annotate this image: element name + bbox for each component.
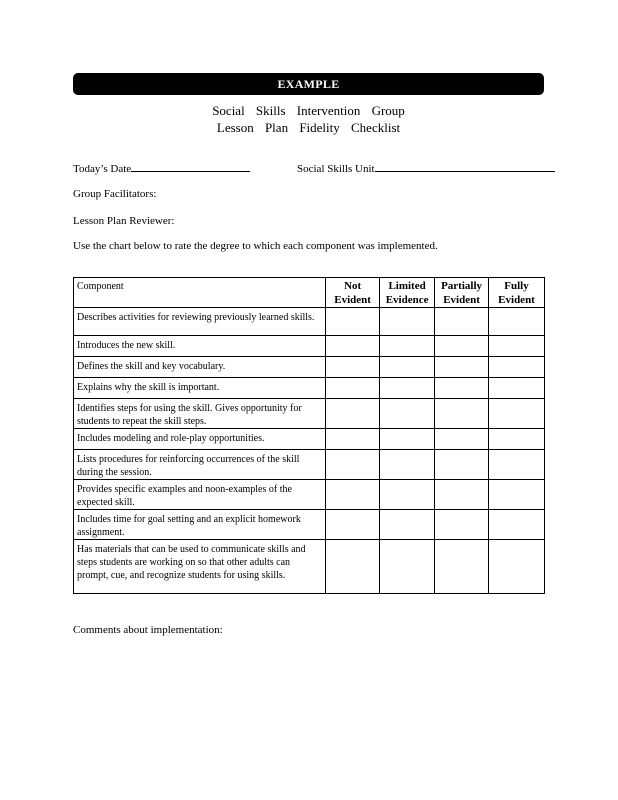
rating-cell-not-evident[interactable] [326,357,380,378]
rating-cell-limited-evidence[interactable] [380,450,435,480]
fidelity-checklist-table [73,277,545,594]
unit-label: Social Skills Unit [297,163,375,175]
rating-cell-fully-evident[interactable] [489,540,545,594]
header-partially-evident: Partially Evident [435,278,489,308]
component-cell: Identifies steps for using the skill. Gives opportunity for students to repeat the skill steps. [74,399,326,429]
rating-cell-fully-evident[interactable] [489,480,545,510]
rating-cell-not-evident[interactable] [326,336,380,357]
rating-cell-fully-evident[interactable] [489,510,545,540]
rating-cell-partially-evident[interactable] [435,540,489,594]
component-cell: Provides specific examples and noon-examples of the expected skill. [74,480,326,510]
table-header-row [74,278,545,308]
rating-cell-limited-evidence[interactable] [380,480,435,510]
rating-cell-fully-evident[interactable] [489,399,545,429]
table-row [74,450,545,480]
rating-cell-partially-evident[interactable] [435,357,489,378]
page-title-line2: Lesson Plan Fidelity Checklist [216,120,401,135]
rating-cell-fully-evident[interactable] [489,336,545,357]
facilitators-label: Group Facilitators: [73,188,157,200]
rating-cell-not-evident[interactable] [326,540,380,594]
rating-cell-partially-evident[interactable] [435,399,489,429]
rating-cell-partially-evident[interactable] [435,510,489,540]
comments-label: Comments about implementation: [73,624,223,636]
table-row [74,308,545,336]
header-fully-evident: Fully Evident [489,278,545,308]
table-row [74,336,545,357]
component-cell: Describes activities for reviewing previously learned skills. [74,308,326,336]
rating-cell-limited-evidence[interactable] [380,429,435,450]
date-blank[interactable] [131,161,250,172]
rating-cell-fully-evident[interactable] [489,308,545,336]
component-cell: Introduces the new skill. [74,336,326,357]
rating-cell-limited-evidence[interactable] [380,510,435,540]
rating-cell-partially-evident[interactable] [435,450,489,480]
component-cell: Includes modeling and role-play opportunities. [74,429,326,450]
date-field [73,161,250,175]
instruction-text: Use the chart below to rate the degree to which each component was implemented. [73,240,438,252]
table-row [74,510,545,540]
rating-cell-limited-evidence[interactable] [380,357,435,378]
header-not-evident: Not Evident [326,278,380,308]
rating-cell-limited-evidence[interactable] [380,336,435,357]
rating-cell-not-evident[interactable] [326,399,380,429]
rating-cell-not-evident[interactable] [326,308,380,336]
unit-blank[interactable] [375,161,555,172]
rating-cell-limited-evidence[interactable] [380,540,435,594]
component-cell: Has materials that can be used to communicate skills and steps students are working on so that other adults can prompt, cue, and recognize students for using skills. [74,540,326,594]
reviewer-label: Lesson Plan Reviewer: [73,215,175,227]
rating-cell-partially-evident[interactable] [435,480,489,510]
component-cell: Lists procedures for reinforcing occurrences of the skill during the session. [74,450,326,480]
table-row [74,399,545,429]
component-cell: Explains why the skill is important. [74,378,326,399]
rating-cell-partially-evident[interactable] [435,308,489,336]
date-label: Today’s Date [73,163,132,175]
rating-cell-not-evident[interactable] [326,450,380,480]
rating-cell-partially-evident[interactable] [435,336,489,357]
rating-cell-limited-evidence[interactable] [380,378,435,399]
table-row [74,357,545,378]
header-limited-evidence: Limited Evidence [380,278,435,308]
rating-cell-not-evident[interactable] [326,510,380,540]
unit-field [297,161,555,175]
rating-cell-limited-evidence[interactable] [380,399,435,429]
table-row [74,378,545,399]
rating-cell-fully-evident[interactable] [489,378,545,399]
rating-cell-not-evident[interactable] [326,378,380,399]
rating-cell-limited-evidence[interactable] [380,308,435,336]
rating-cell-fully-evident[interactable] [489,429,545,450]
example-banner: EXAMPLE [73,73,544,95]
table-row [74,480,545,510]
table-row [74,540,545,594]
component-cell: Defines the skill and key vocabulary. [74,357,326,378]
rating-cell-fully-evident[interactable] [489,450,545,480]
component-cell: Includes time for goal setting and an explicit homework assignment. [74,510,326,540]
rating-cell-fully-evident[interactable] [489,357,545,378]
rating-cell-not-evident[interactable] [326,480,380,510]
rating-cell-not-evident[interactable] [326,429,380,450]
page-title-line1: Social Skills Intervention Group [212,103,405,118]
table-row [74,429,545,450]
header-component: Component [74,278,326,308]
rating-cell-partially-evident[interactable] [435,429,489,450]
rating-cell-partially-evident[interactable] [435,378,489,399]
